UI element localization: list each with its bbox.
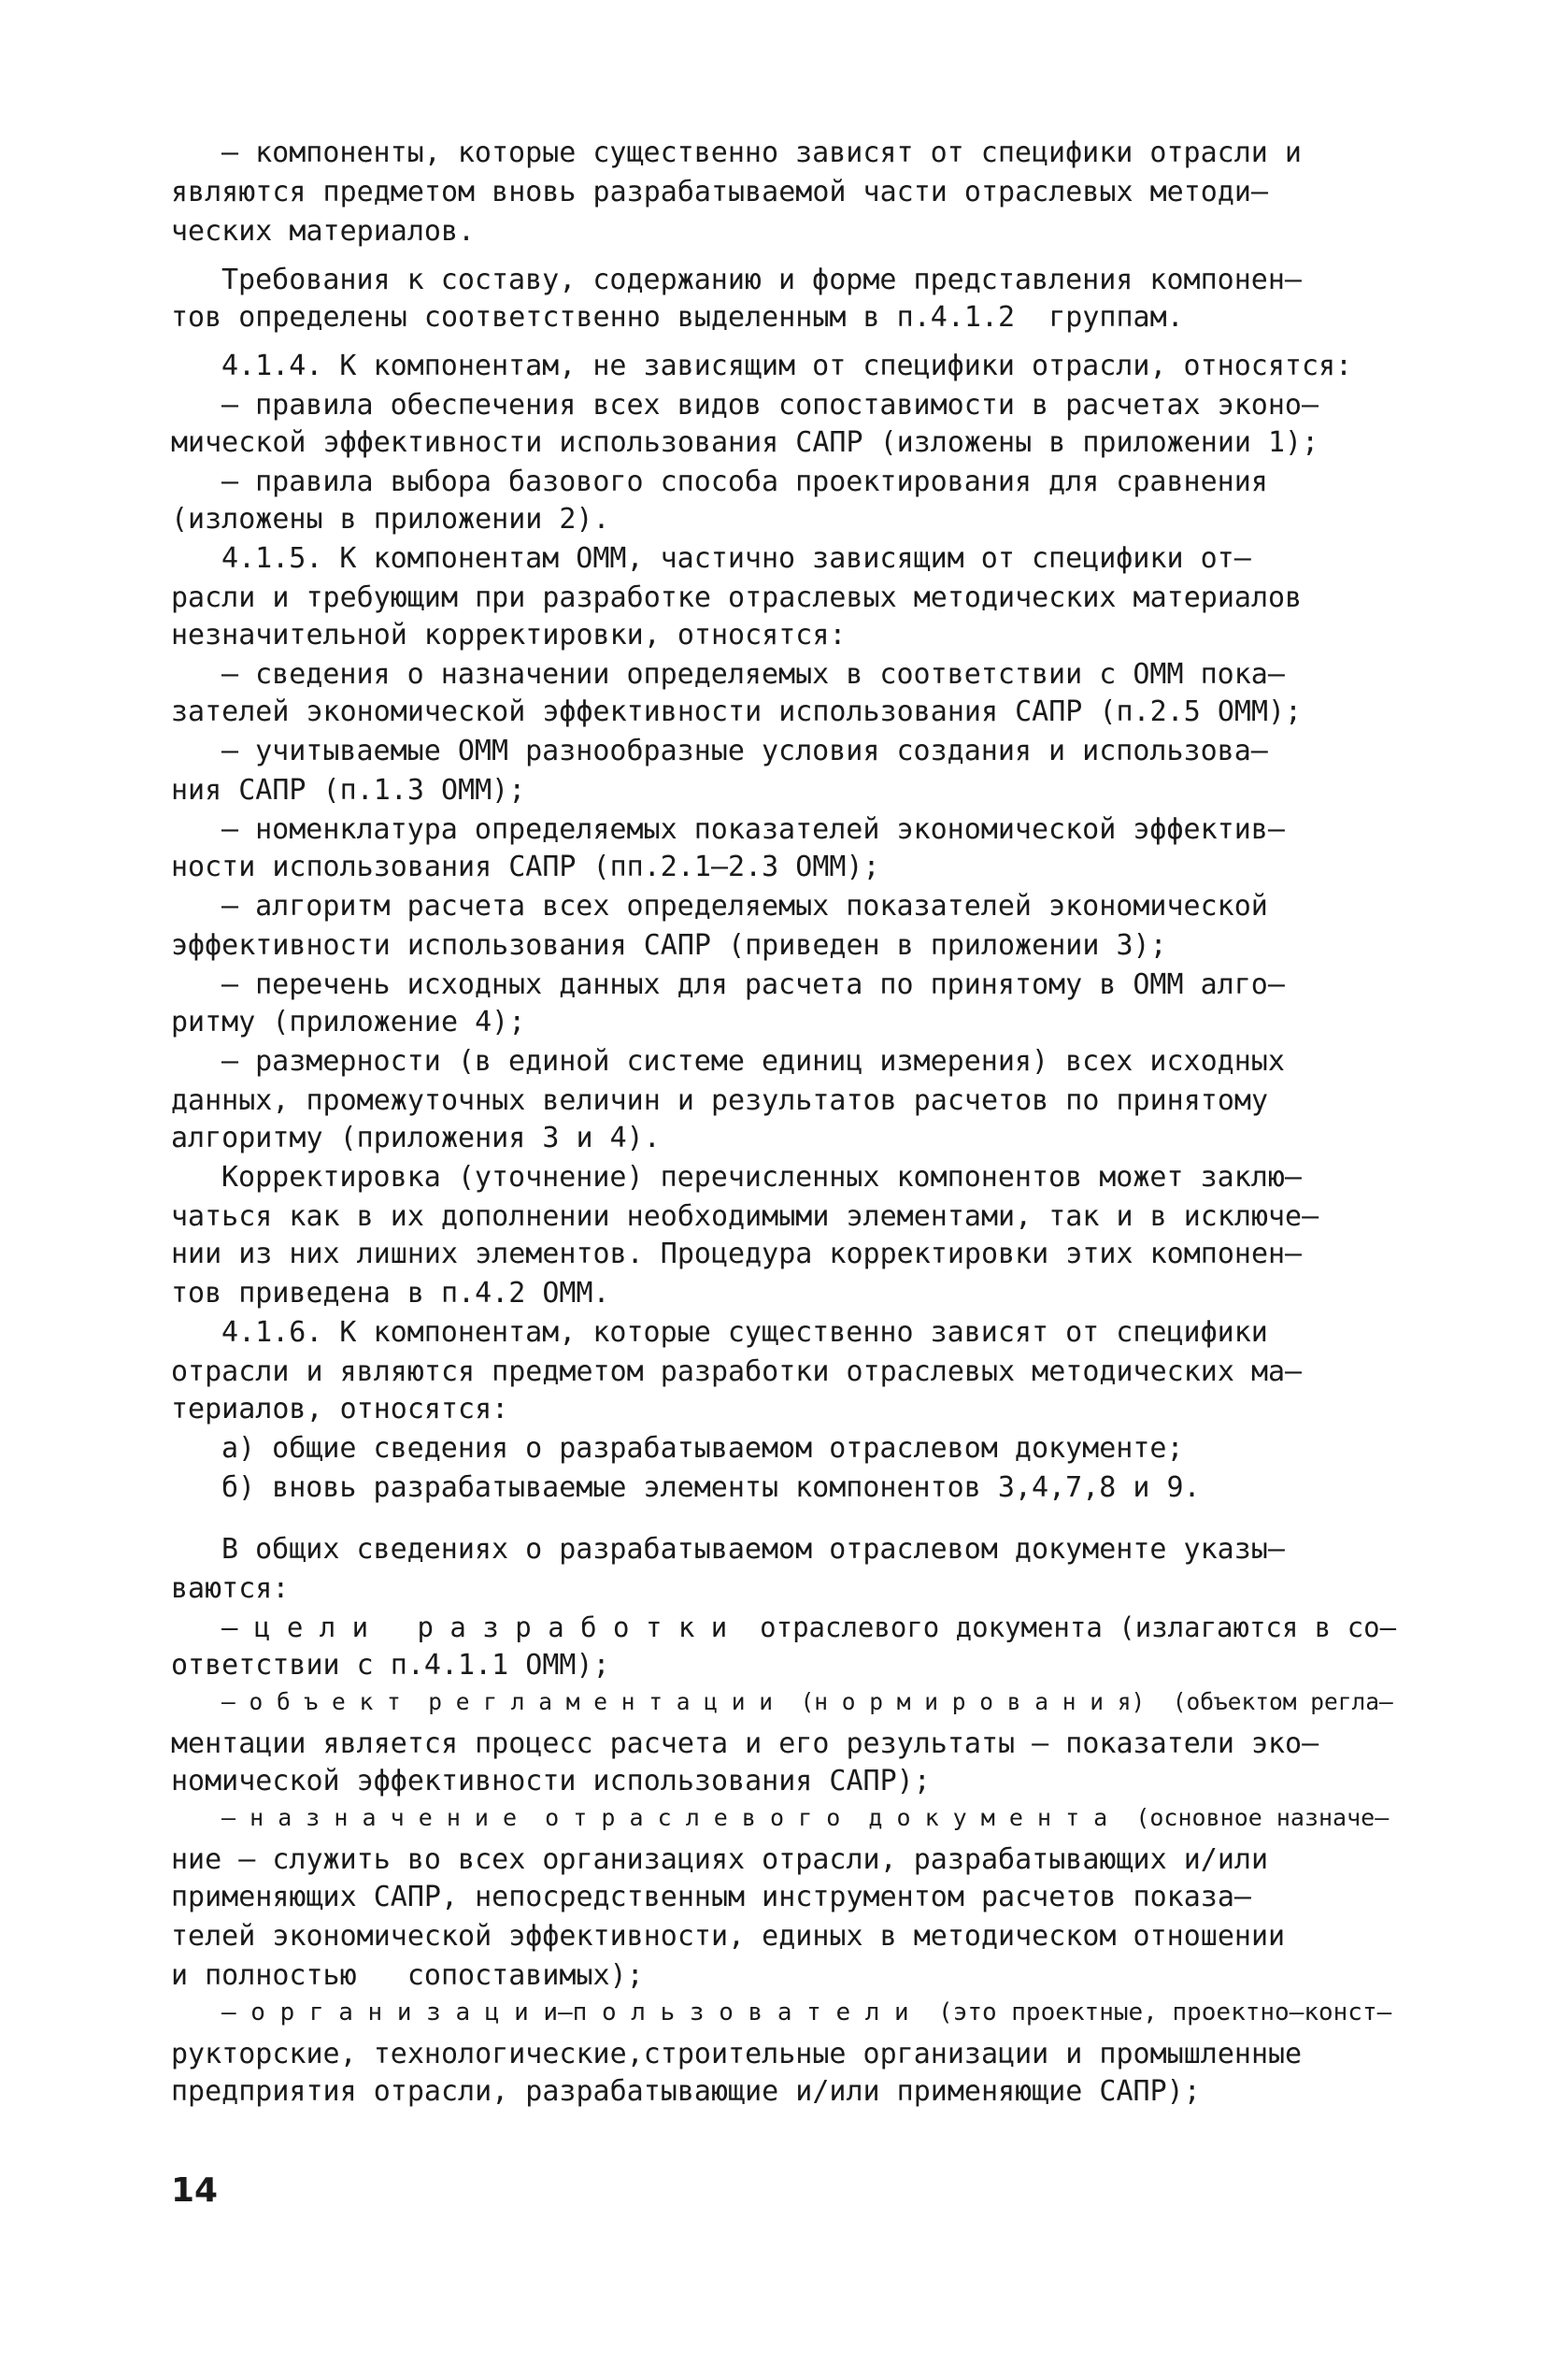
text-line: (изложены в приложении 2). bbox=[171, 503, 610, 536]
text-line: отрасли и являются предметом разработки отраслевых методических ма– bbox=[171, 1355, 1303, 1388]
text-line: – правила выбора базового способа проектирования для сравнения bbox=[221, 465, 1268, 498]
text-line: – правила обеспечения всех видов сопоставимости в расчетах эконо– bbox=[221, 389, 1319, 422]
page-number: 14 bbox=[171, 2171, 219, 2210]
text-line: териалов, относятся: bbox=[171, 1393, 509, 1425]
text-line: а) общие сведения о разрабатываемом отраслевом документе; bbox=[221, 1432, 1184, 1465]
text-line: – размерности (в единой системе единиц измерения) всех исходных bbox=[221, 1045, 1285, 1078]
text-line: ритму (приложение 4); bbox=[171, 1006, 526, 1038]
text-line: ние – служить во всех организациях отрасли, разрабатывающих и/или bbox=[171, 1843, 1268, 1876]
text-line: расли и требующим при разработке отраслевых методических материалов bbox=[171, 581, 1303, 614]
text-line: – учитываемые ОММ разнообразные условия создания и использова– bbox=[221, 735, 1268, 767]
text-line: эффективности использования САПР (приведен в приложении 3); bbox=[171, 929, 1167, 962]
text-line: применяющих САПР, непосредственным инструментом расчетов показа– bbox=[171, 1881, 1251, 1913]
text-line: – о р г а н и з а ц и и–п о л ь з о в а т е л и (это проектные, проектно–конст– bbox=[221, 1998, 1392, 2026]
text-line: ваются: bbox=[171, 1572, 290, 1605]
text-line: ности использования САПР (пп.2.1–2.3 ОММ); bbox=[171, 851, 880, 883]
text-line: – компоненты, которые существенно зависят от специфики отрасли и bbox=[221, 136, 1302, 169]
text-line: – перечень исходных данных для расчета по принятому в ОММ алго– bbox=[221, 968, 1285, 1001]
text-line: ческих материалов. bbox=[171, 215, 476, 248]
text-line: – о б ъ е к т р е г л а м е н т а ц и и (н о р м и р о в а н и я) (объектом регла– bbox=[221, 1688, 1393, 1715]
text-line: рукторские, технологические,строительные организации и промышленные bbox=[171, 2038, 1303, 2070]
text-line: номической эффективности использования САПР); bbox=[171, 1765, 931, 1797]
text-line: Корректировка (уточнение) перечисленных компонентов может заклю– bbox=[221, 1161, 1302, 1194]
text-line: 4.1.4. К компонентам, не зависящим от специфики отрасли, относятся: bbox=[221, 350, 1353, 382]
text-line: ния САПР (п.1.3 ОММ); bbox=[171, 774, 526, 807]
text-line: – алгоритм расчета всех определяемых показателей экономической bbox=[221, 890, 1268, 923]
text-line: чаться как в их дополнении необходимыми элементами, так и в исключе– bbox=[171, 1200, 1319, 1233]
text-line: 4.1.6. К компонентам, которые существенно зависят от специфики bbox=[221, 1316, 1268, 1349]
text-line: мической эффективности использования САПР (изложены в приложении 1); bbox=[171, 426, 1319, 459]
text-line: – номенклатура определяемых показателей экономической эффектив– bbox=[221, 813, 1285, 846]
text-line: тов приведена в п.4.2 ОММ. bbox=[171, 1277, 610, 1310]
text-line: ментации является процесс расчета и его результаты – показатели эко– bbox=[171, 1727, 1319, 1760]
text-line: Требования к составу, содержанию и форме представления компонен– bbox=[221, 264, 1302, 296]
text-line: ответствии с п.4.1.1 ОММ); bbox=[171, 1649, 610, 1682]
text-line: – н а з н а ч е н и е о т р а с л е в о г о д о к у м е н т а (основное назначе– bbox=[221, 1804, 1390, 1831]
text-line: и полностью сопоставимых); bbox=[171, 1959, 644, 1992]
text-line: телей экономической эффективности, единых в методическом отношении bbox=[171, 1920, 1286, 1953]
text-line: незначительной корректировки, относятся: bbox=[171, 619, 847, 652]
text-line: предприятия отрасли, разрабатывающие и/или применяющие САПР); bbox=[171, 2075, 1201, 2108]
text-line: нии из них лишних элементов. Процедура корректировки этих компонен– bbox=[171, 1238, 1303, 1270]
text-line: являются предметом вновь разрабатываемой части отраслевых методи– bbox=[171, 176, 1268, 208]
text-line: В общих сведениях о разрабатываемом отраслевом документе указы– bbox=[221, 1533, 1285, 1566]
text-line: – сведения о назначении определяемых в соответствии с ОММ пока– bbox=[221, 658, 1285, 691]
text-line: б) вновь разрабатываемые элементы компонентов 3,4,7,8 и 9. bbox=[221, 1471, 1201, 1504]
text-line: зателей экономической эффективности использования САПР (п.2.5 ОММ); bbox=[171, 695, 1303, 728]
text-line: 4.1.5. К компонентам ОММ, частично зависящим от специфики от– bbox=[221, 542, 1251, 575]
text-line: тов определены соответственно выделенным в п.4.1.2 группам. bbox=[171, 301, 1184, 334]
text-line: данных, промежуточных величин и результатов расчетов по принятому bbox=[171, 1084, 1268, 1117]
text-line: – ц е л и р а з р а б о т к и отраслевого документа (излагаются в со– bbox=[221, 1611, 1397, 1643]
text-line: алгоритму (приложения 3 и 4). bbox=[171, 1122, 661, 1154]
